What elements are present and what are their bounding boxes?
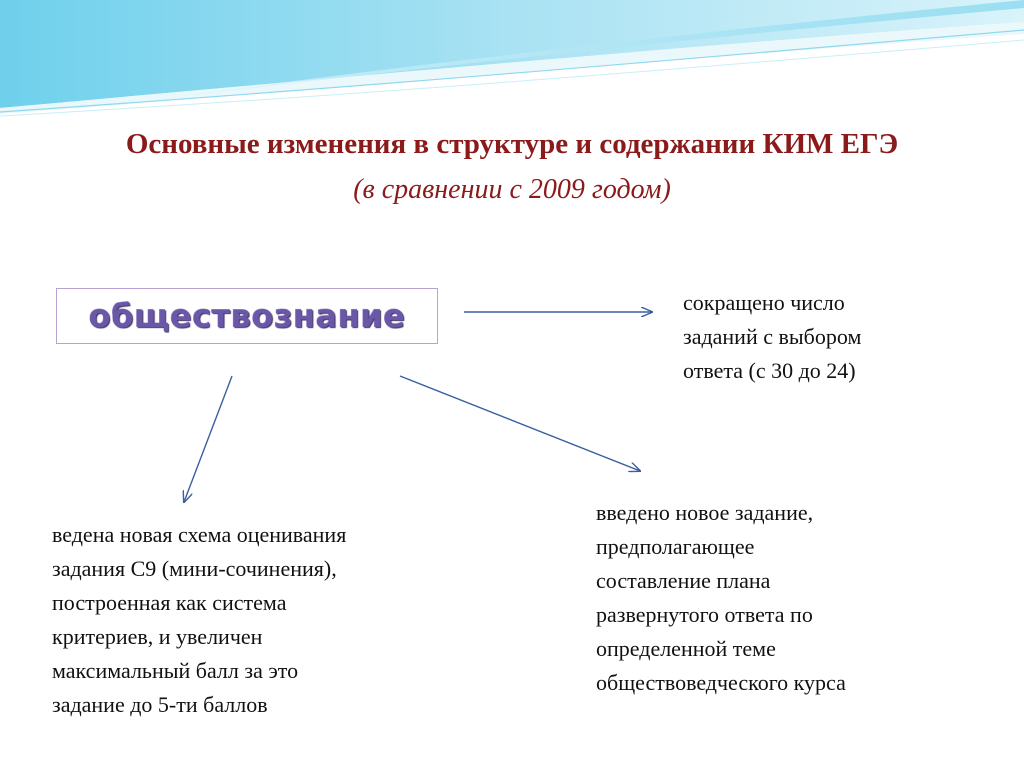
note-line: составление плана: [596, 568, 771, 593]
note-line: ответа (с 30 до 24): [683, 358, 856, 383]
note-line: заданий с выбором: [683, 324, 862, 349]
note-line: задание до 5-ти баллов: [52, 692, 268, 717]
note-line: обществоведческого курса: [596, 670, 846, 695]
note-line: введено новое задание,: [596, 500, 814, 525]
change-note-bottom: [596, 496, 996, 700]
note-line: задания С9 (мини-сочинения),: [52, 556, 337, 581]
change-note-left: [52, 518, 472, 722]
note-line: критериев, и увеличен: [52, 624, 263, 649]
slide-subtitle: (в сравнении с 2009 годом): [353, 174, 671, 205]
note-line: максимальный балл за это: [52, 658, 299, 683]
note-line: сокращено число: [683, 290, 845, 315]
slide-title: Основные изменения в структуре и содержании КИМ ЕГЭ: [125, 128, 899, 160]
note-line: ведена новая схема оценивания: [52, 522, 347, 547]
subject-label: обществознание: [88, 297, 406, 335]
note-line: предполагающее: [596, 534, 755, 559]
change-note-right: [683, 286, 1003, 388]
note-line: построенная как система: [52, 590, 287, 615]
note-line: развернутого ответа по: [596, 602, 813, 627]
arrow-to-left-note: [184, 376, 232, 502]
arrow-to-bottom-note: [400, 376, 640, 471]
note-line: определенной теме: [596, 636, 776, 661]
